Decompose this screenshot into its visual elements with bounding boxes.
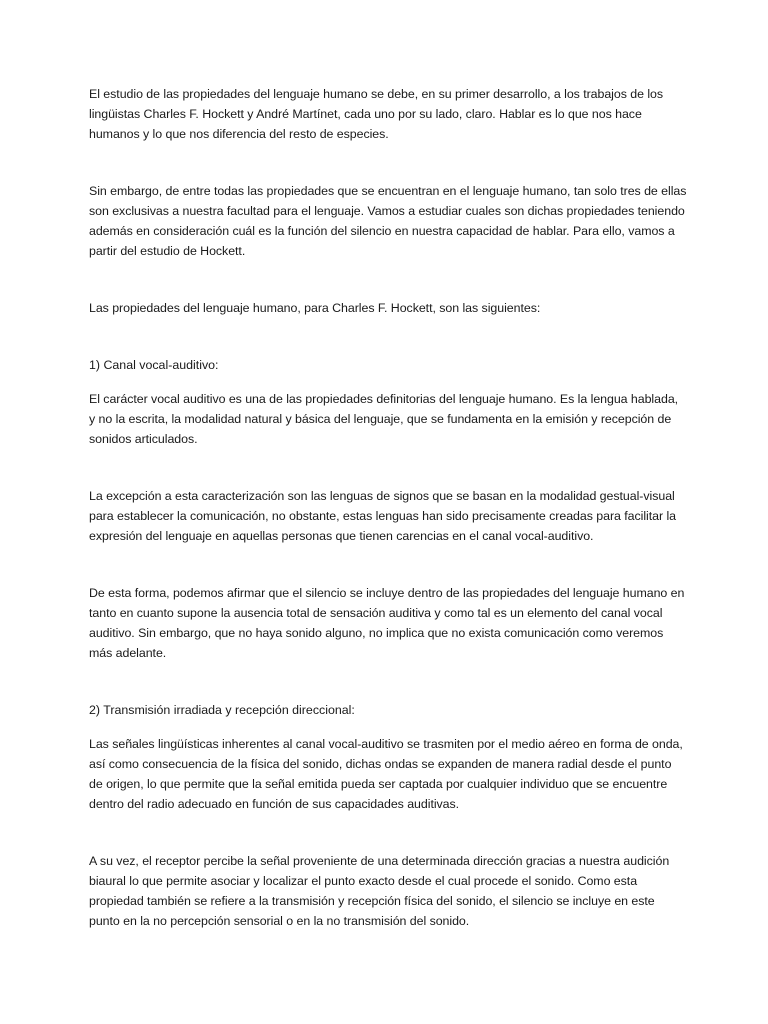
paragraph-intro: El estudio de las propiedades del lenguaje humano se debe, en su primer desarrollo, a los trabajos de los lingüistas Charles F. Hockett y André Martínet, cada uno por su lado, claro. Hablar es lo que nos hace humanos y lo que nos diferencia del resto de especies. [89, 87, 664, 141]
paragraph-silence-vocal: De esta forma, podemos afirmar que el silencio se incluye dentro de las propiedades del lenguaje humano en tanto en cuanto supone la ausencia total de sensación auditiva y como tal es un elemento del canal vocal auditivo. Sin embargo, que no haya sonido alguno, no implica que no exista comunicación como veremos más adelante. [89, 586, 685, 660]
section-heading-transmission: 2) Transmisión irradiada y recepción direccional: [89, 703, 355, 717]
paragraph-exclusive-properties: Sin embargo, de entre todas las propiedades que se encuentran en el lenguaje humano, tan solo tres de ellas son exclusivas a nuestra facultad para el lenguaje. Vamos a estudiar cuales son dichas propiedades teniendo además en consideración cuál es la función del silencio en nuestra capacidad de hablar. Para ello, vamos a partir del estudio de Hockett. [89, 184, 687, 258]
paragraph-list-intro: Las propiedades del lenguaje humano, para Charles F. Hockett, son las siguientes: [89, 301, 541, 315]
paragraph-sign-languages: La excepción a esta caracterización son las lenguas de signos que se basan en la modalidad gestual-visual para establecer la comunicación, no obstante, estas lenguas han sido precisamente creadas para facilitar la expresión del lenguaje en aquellas personas que tienen carencias en el canal vocal-auditivo. [89, 489, 676, 543]
paragraph-transmission: Las señales lingüísticas inherentes al canal vocal-auditivo se trasmiten por el medio aéreo en forma de onda, así como consecuencia de la física del sonido, dichas ondas se expanden de manera radial desde el punto de origen, lo que permite que la señal emitida pueda ser captada por cualquier individuo que se encuentre dentro del radio adecuado en función de sus capacidades auditivas. [89, 737, 683, 811]
section-heading-vocal-auditory: 1) Canal vocal-auditivo: [89, 358, 219, 372]
paragraph-vocal-auditory: El carácter vocal auditivo es una de las propiedades definitorias del lenguaje humano. Es la lengua hablada, y no la escrita, la modalidad natural y básica del lenguaje, que se fundamenta en la emisión y recepción de sonidos articulados. [89, 392, 679, 446]
document-page [89, 84, 687, 931]
paragraph-reception: A su vez, el receptor percibe la señal proveniente de una determinada dirección gracias a nuestra audición biaural lo que permite asociar y localizar el punto exacto desde el cual procede el sonido. Como esta propiedad también se refiere a la transmisión y recepción física del sonido, el silencio se incluye en este punto en la no percepción sensorial o en la no transmisión del sonido. [89, 854, 670, 928]
